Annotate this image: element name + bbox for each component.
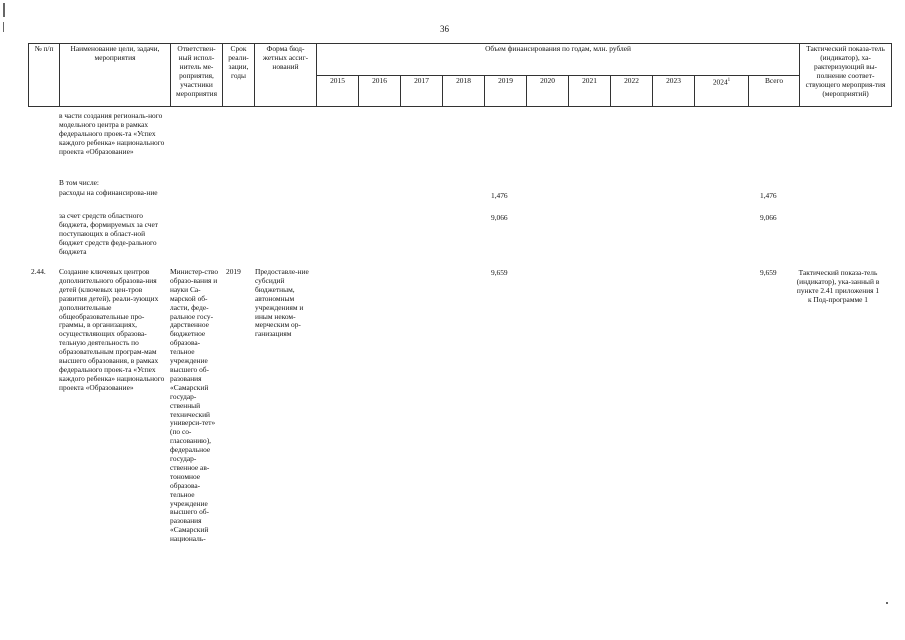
page-number: 36	[440, 24, 449, 34]
header-total: Всего	[749, 76, 800, 107]
financing-table-header	[28, 43, 892, 107]
scan-mark	[3, 22, 4, 32]
item-responsible: Министер-ство образо-вания и науки Са-марской об-ласти, феде-ральное госу-дарственное бюджетное образова-тельное учреждение высшего об-разования «Самарский государ-ственный технический универси-тет» (по со-гласованию), федеральное государ-ственное ав-тономное образова-тельное учреждение высшего об-разования «Самарский националь-	[170, 267, 219, 544]
item-number: 2.44.	[31, 267, 46, 276]
header-year-2019: 2019	[485, 76, 527, 107]
header-col-responsible: Ответствен-ный испол-нитель ме-роприятия, участники мероприятия	[171, 44, 223, 107]
regional-budget-total: 9,066	[760, 213, 777, 222]
footnote-mark: 1	[727, 78, 731, 83]
header-year-2023: 2023	[653, 76, 695, 107]
regional-budget-label: за счет средств областного бюджета, формируемых за счет поступающих в област-ной бюджет средств феде-рального бюджета	[59, 211, 159, 256]
cofinancing-total: 1,476	[760, 191, 777, 200]
header-year-2022: 2022	[611, 76, 653, 107]
header-col-num: № п/п	[29, 44, 60, 107]
header-col-indicator: Тактический показа-тель (индикатор), ха-рактеризующий вы-полнение соответ-ствующего мероприя-тия (мероприятий)	[800, 44, 892, 107]
item-2019: 9,659	[491, 268, 508, 277]
cofinancing-label: расходы на софинансирова-ние	[59, 188, 158, 197]
header-year-2018: 2018	[443, 76, 485, 107]
header-year-2015: 2015	[317, 76, 359, 107]
header-col-name: Наименование цели, задачи, мероприятия	[60, 44, 171, 107]
in-that-number-label: В том числе:	[59, 178, 99, 187]
header-year-2016: 2016	[359, 76, 401, 107]
item-form: Предоставле-ние субсидий бюджетным, автономным учреждениям и иным неком-мерческим ор-ганизациям	[255, 267, 309, 339]
header-col-financing: Объем финансирования по годам, млн. рублей	[317, 44, 800, 76]
header-year-2017: 2017	[401, 76, 443, 107]
header-year-2021: 2021	[569, 76, 611, 107]
header-year-2024: 2024$^1$	[695, 76, 749, 107]
header-col-term: Срок реали-зации, годы	[223, 44, 255, 107]
scan-mark	[3, 3, 5, 17]
scan-mark	[886, 602, 888, 604]
item-total: 9,659	[760, 268, 777, 277]
header-year-2020: 2020	[527, 76, 569, 107]
header-col-form: Форма бюд-жетных ассиг-нований	[255, 44, 317, 107]
continuation-text: в части создания региональ-ного модельного центра в рамках федерального проек-та «Успех каждого ребенка» национального проекта «Образование»	[59, 111, 165, 156]
item-indicator: Тактический показа-тель (индикатор), ука-занный в пункте 2.41 приложения 1 к Под-программе 1	[796, 268, 880, 304]
regional-budget-2019: 9,066	[491, 213, 508, 222]
item-name: Создание ключевых центров дополнительного образова-ния детей (ключевых цен-тров развития детей), реали-зующих дополнительные общеобразовательные про-граммы, в организациях, осуществляющих образова-тельную деятельность по образовательным програм-мам высшего образования, в рамках федерального проек-та «Успех каждого ребенка» национального проекта «Образование»	[59, 267, 165, 392]
cofinancing-2019: 1,476	[491, 191, 508, 200]
item-term: 2019	[226, 267, 241, 276]
